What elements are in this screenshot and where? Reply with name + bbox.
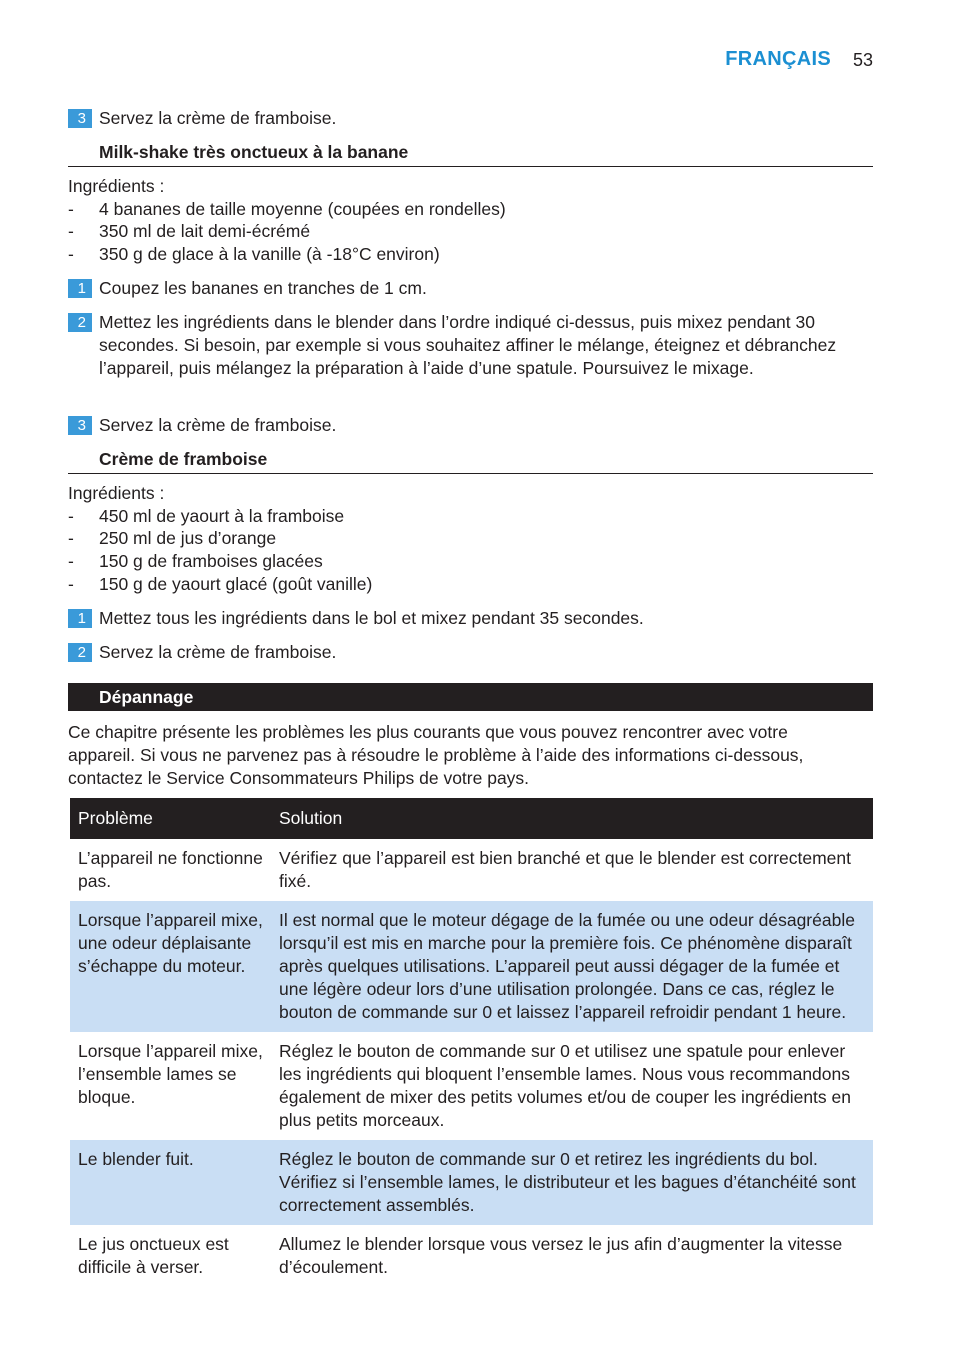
ingredient-item: - 450 ml de yaourt à la framboise xyxy=(68,506,345,526)
problem-cell: L’appareil ne fonctionne pas. xyxy=(78,848,263,891)
step-text: Mettez tous les ingrédients dans le bol et mixez pendant 35 secondes. xyxy=(99,608,644,628)
problem-cell: Lorsque l’appareil mixe, une odeur déplaisante s’échappe du moteur. xyxy=(70,901,271,1032)
step-text: Coupez les bananes en tranches de 1 cm. xyxy=(99,278,427,298)
step-text: Servez la crème de framboise. xyxy=(99,108,337,128)
problem-cell: Lorsque l’appareil mixe, l’ensemble lames se bloque. xyxy=(78,1041,263,1107)
column-header-problem: Problème xyxy=(70,798,271,839)
section-title: Dépannage xyxy=(68,683,873,711)
ingredient-item: - 250 ml de jus d’orange xyxy=(68,528,277,548)
problem-cell: Le blender fuit. xyxy=(70,1140,271,1225)
subsection-title: Crème de framboise xyxy=(68,448,873,474)
table-row xyxy=(70,839,873,901)
step-item xyxy=(68,277,873,300)
intro-paragraph: Ce chapitre présente les problèmes les plus courants que vous pouvez rencontrer avec votre appareil. Si vous ne parvenez pas à résoudre le problème à l’aide des informations ci-dessous, contactez le Service Consommateurs Philips de votre pays. xyxy=(68,722,804,788)
table-row xyxy=(70,901,873,1032)
step-text: Servez la crème de framboise. xyxy=(99,415,337,435)
step-number: 1 xyxy=(68,609,92,628)
column-header-solution: Solution xyxy=(271,798,873,839)
solution-cell: Il est normal que le moteur dégage de la fumée ou une odeur désagréable lorsqu’il est mis en marche pour la première fois. Ce phénomène disparaît après quelques utilisations. L’appareil peut aussi dégager de la fumée et une légère odeur lors d’une utilisation prolongée. Dans ce cas, réglez le bouton de commande sur 0 et laissez l’appareil refroidir pendant 1 heure. xyxy=(271,901,873,1032)
table-row xyxy=(70,1032,873,1140)
table-row xyxy=(70,1225,873,1287)
ingredient-item: - 150 g de yaourt glacé (goût vanille) xyxy=(68,574,373,594)
solution-cell: Réglez le bouton de commande sur 0 et retirez les ingrédients du bol. Vérifiez si l’ensemble lames, le distributeur et les bagues d’étanchéité sont correctement assemblés. xyxy=(271,1140,873,1225)
step-number: 1 xyxy=(68,279,92,298)
step-item xyxy=(68,607,873,630)
ingredient-item: - 350 ml de lait demi-écrémé xyxy=(68,221,311,241)
ingredient-item: - 350 g de glace à la vanille (à -18°C environ) xyxy=(68,244,440,264)
solution-cell: Allumez le blender lorsque vous versez le jus afin d’augmenter la vitesse d’écoulement. xyxy=(279,1234,843,1277)
problem-cell: Le jus onctueux est difficile à verser. xyxy=(78,1234,229,1277)
step-number: 3 xyxy=(68,416,92,435)
ingredient-item: - 150 g de framboises glacées xyxy=(68,551,323,571)
troubleshooting-table xyxy=(70,798,873,1287)
ingredient-item: - 4 bananes de taille moyenne (coupées en rondelles) xyxy=(68,199,506,219)
step-item xyxy=(68,107,873,130)
ingredients-label: Ingrédients : xyxy=(68,176,165,196)
step-text: Servez la crème de framboise. xyxy=(99,642,337,662)
step-number: 2 xyxy=(68,643,92,662)
page-number: 53 xyxy=(853,50,874,70)
step-item xyxy=(68,641,873,664)
subsection-title: Milk-shake très onctueux à la banane xyxy=(68,141,873,167)
table-row xyxy=(70,1140,873,1225)
table-header-row xyxy=(70,798,873,839)
language-label: FRANÇAIS xyxy=(725,48,831,70)
step-item xyxy=(68,414,873,437)
ingredients-label: Ingrédients : xyxy=(68,483,165,503)
step-number: 3 xyxy=(68,109,92,128)
solution-cell: Réglez le bouton de commande sur 0 et utilisez une spatule pour enlever les ingrédients qui bloquent l’ensemble lames. Nous vous recommandons également de mixer des petits volumes et/ou de couper les ingrédients en plus petits morceaux. xyxy=(279,1041,851,1130)
step-number: 2 xyxy=(68,313,92,332)
solution-cell: Vérifiez que l’appareil est bien branché et que le blender est correctement fixé. xyxy=(279,848,852,891)
step-item xyxy=(68,311,843,380)
step-text: Mettez les ingrédients dans le blender dans l’ordre indiqué ci-dessus, puis mixez pendant 30 secondes. Si besoin, par exemple si vous souhaitez affiner le mélange, éteignez et débranchez l’appareil, puis mélangez la préparation à l’aide d’une spatule. Poursuivez le mixage. xyxy=(99,312,837,378)
